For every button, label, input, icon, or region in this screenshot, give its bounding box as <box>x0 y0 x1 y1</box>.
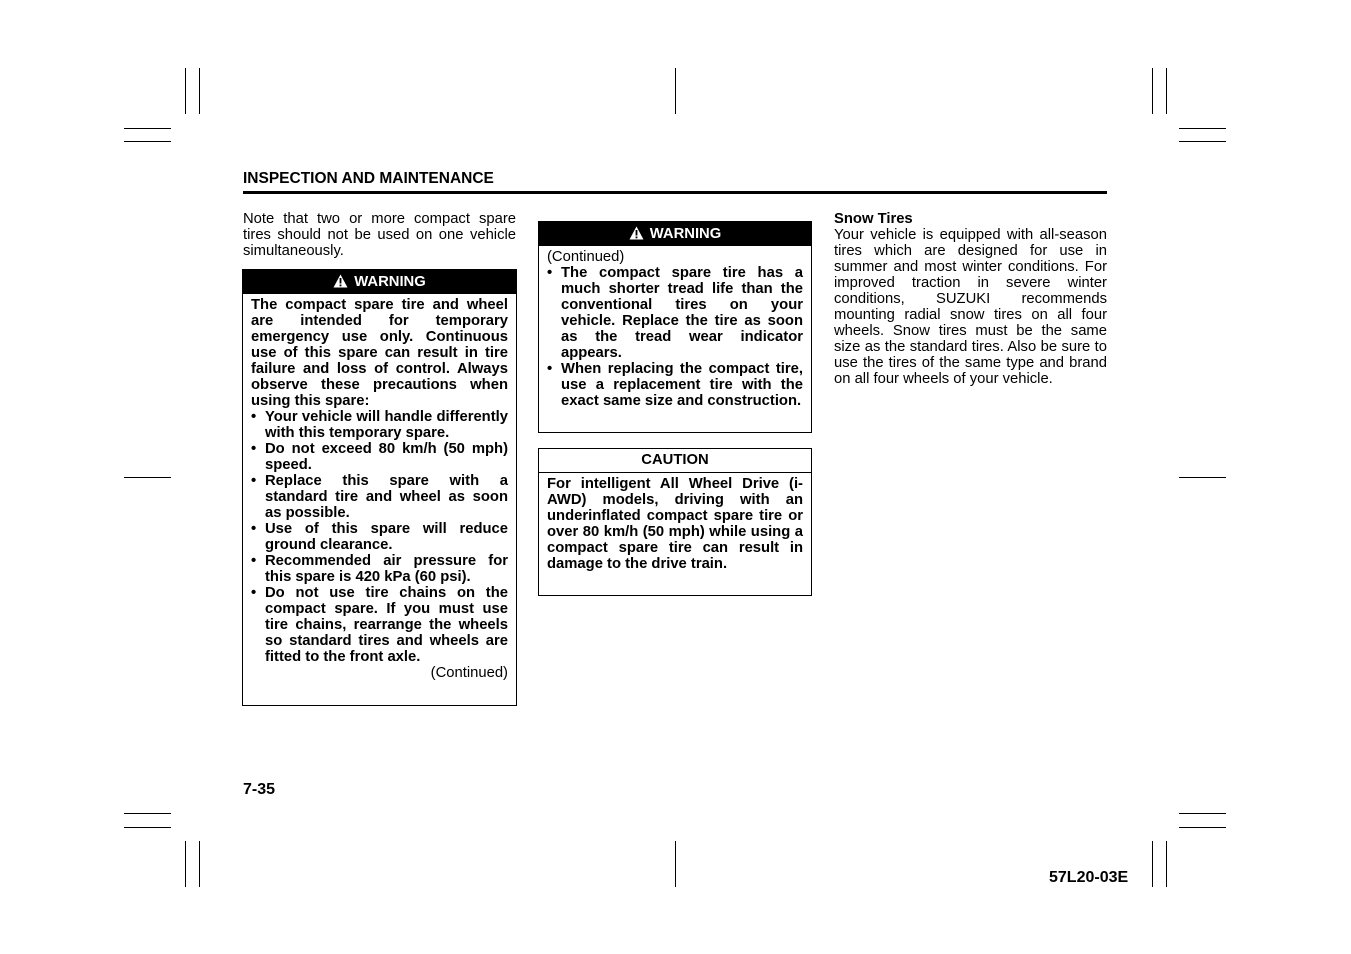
warning-lead: The compact spare tire and wheel are intended for temporary emergency use only. Continuous use of this spare can result in tire failure and loss of control. Always observe these precautions when using this spare: <box>251 297 508 409</box>
warning-body <box>243 294 516 687</box>
caution-body <box>539 473 811 578</box>
snow-tires-section <box>834 211 1107 387</box>
intro-text: Note that two or more compact spare tires should not be used on one vehicle simultaneously. <box>243 211 516 259</box>
list-item: • Do not exceed 80 km/h (50 mph) speed. <box>251 441 508 473</box>
caution-label: CAUTION <box>641 452 709 468</box>
warning-triangle-icon <box>333 274 348 288</box>
crop-mark <box>1179 477 1226 478</box>
warning-bar <box>539 222 811 246</box>
warning-label: WARNING <box>649 226 722 242</box>
crop-mark <box>1166 841 1167 887</box>
caution-box <box>538 448 812 596</box>
warning-bullets <box>547 265 803 409</box>
caution-text: For intelligent All Wheel Drive (i-AWD) models, driving with an underinflated compact spare tire or over 80 km/h (50 mph) while using a compact spare tire can result in damage to the drive train. <box>547 476 803 572</box>
crop-mark <box>124 128 171 129</box>
warning-box-left <box>242 269 517 706</box>
list-item: • When replacing the compact tire, use a replacement tire with the exact same size and construction. <box>547 361 803 409</box>
list-item: • Do not use tire chains on the compact spare. If you must use tire chains, rearrange the wheels so standard tires and wheels are fitted to the front axle. <box>251 585 508 665</box>
crop-mark <box>1152 841 1153 887</box>
page-number: 7-35 <box>243 781 276 798</box>
crop-mark <box>185 841 186 887</box>
crop-mark <box>1179 827 1226 828</box>
caution-bar <box>539 449 811 473</box>
crop-mark <box>124 827 171 828</box>
section-title: INSPECTION AND MAINTENANCE <box>243 170 494 187</box>
crop-mark <box>1179 128 1226 129</box>
warning-bar <box>243 270 516 294</box>
crop-mark <box>124 477 171 478</box>
crop-mark <box>124 141 171 142</box>
section-header <box>243 170 1107 194</box>
crop-mark <box>1166 68 1167 114</box>
snow-tires-heading: Snow Tires <box>834 211 913 227</box>
snow-tires-text: Your vehicle is equipped with all-season tires which are designed for use in summer and most winter conditions. For improved traction in severe winter conditions, SUZUKI recommends mounting radial snow tires on all four wheels. Snow tires must be the same size as the standard tires. Also be sure to use the tires of the same type and brand on all four wheels of your vehicle. <box>834 227 1107 387</box>
left-intro <box>243 211 516 259</box>
crop-mark <box>199 68 200 114</box>
list-item: • Replace this spare with a standard tire and wheel as soon as possible. <box>251 473 508 521</box>
crop-mark <box>1179 141 1226 142</box>
crop-mark <box>1179 813 1226 814</box>
crop-mark <box>675 841 676 887</box>
list-item: • Your vehicle will handle differently with this temporary spare. <box>251 409 508 441</box>
list-item: • Recommended air pressure for this spare is 420 kPa (60 psi). <box>251 553 508 585</box>
continued-note: (Continued) <box>430 665 508 681</box>
warning-bullets <box>251 409 508 665</box>
warning-box-middle <box>538 221 812 433</box>
crop-mark <box>675 68 676 114</box>
crop-mark <box>185 68 186 114</box>
crop-mark <box>1152 68 1153 114</box>
list-item: • Use of this spare will reduce ground clearance. <box>251 521 508 553</box>
crop-mark <box>124 813 171 814</box>
warning-body <box>539 246 811 415</box>
warning-label: WARNING <box>354 274 426 290</box>
crop-mark <box>199 841 200 887</box>
continued-note: (Continued) <box>547 249 625 265</box>
list-item: • The compact spare tire has a much shorter tread life than the conventional tires on your vehicle. Replace the tire as soon as the tread wear indicator appears. <box>547 265 803 361</box>
document-code: 57L20-03E <box>1049 869 1129 886</box>
warning-triangle-icon <box>629 226 644 240</box>
